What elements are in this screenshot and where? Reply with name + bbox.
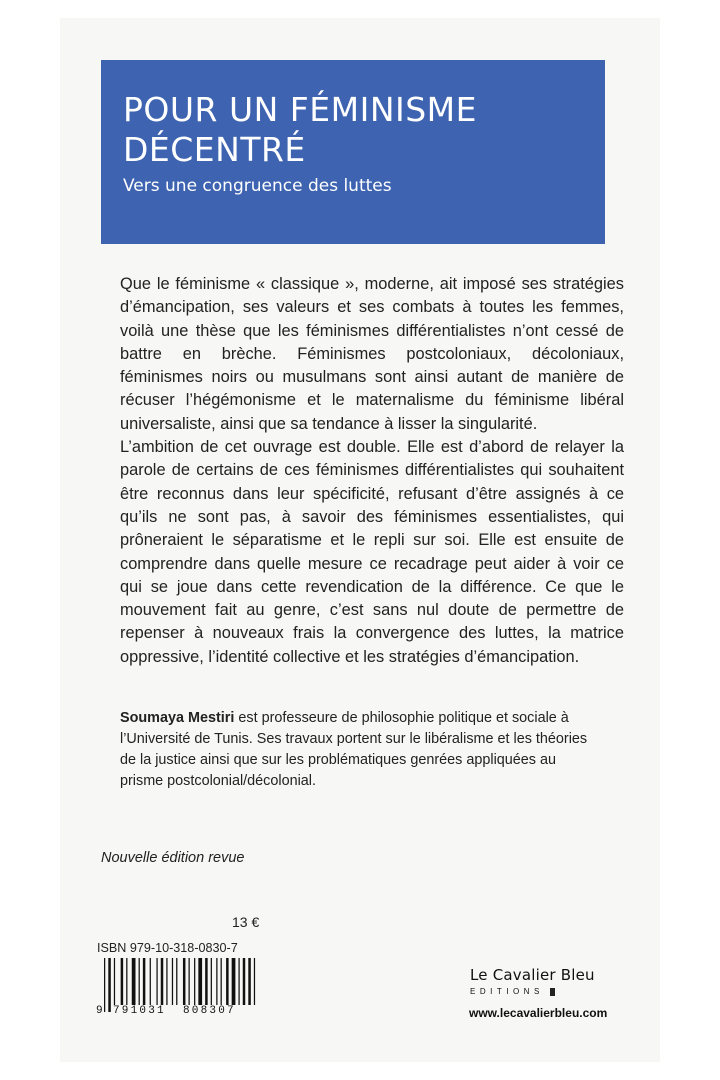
barcode-bar xyxy=(161,958,164,1005)
publisher-url: www.lecavalierbleu.com xyxy=(469,1006,608,1020)
barcode-bar xyxy=(226,958,229,1005)
barcode-bar xyxy=(126,958,127,1005)
barcode-bar xyxy=(221,958,222,1005)
barcode-bar xyxy=(205,958,208,1005)
barcode-bar xyxy=(121,958,124,1005)
barcode xyxy=(96,958,258,1012)
barcode-bar xyxy=(254,958,255,1005)
title-line-2: DÉCENTRÉ xyxy=(123,130,306,169)
book-subtitle: Vers une congruence des luttes xyxy=(123,176,392,196)
title-line-1: POUR UN FÉMINISME xyxy=(123,90,478,129)
isbn: ISBN 979-10-318-0830-7 xyxy=(97,941,238,955)
blurb-paragraph-1: Que le féminisme « classique », moderne, ait imposé ses stratégies d’émancipation, ses valeurs et ses combats à toutes les femmes, voilà une thèse que les féminismes différentialistes n’ont cessé de battre en brèche. Féminismes postcoloniaux, décoloniaux, féminismes noirs ou musulmans sont ainsi autant de manière de récuser l’hégémonisme et le maternalisme du féminisme libéral universaliste, ainsi que sa tendance à lisser la singularité. xyxy=(120,275,624,433)
barcode-bar xyxy=(114,958,115,1005)
author-bio-text: est professeure de philosophie politique et sociale à l’Université de Tunis. Ses travaux portent sur le libéralisme et les théories de la justice ainsi que sur les problématiques genrées appliquées au prisme postcolonial/décolonial. xyxy=(120,710,588,789)
barcode-digits-right: 808307 xyxy=(183,1005,236,1017)
author-name: Soumaya Mestiri xyxy=(120,710,235,726)
barcode-bar xyxy=(198,958,202,1005)
barcode-bar xyxy=(211,958,212,1005)
barcode-bar xyxy=(194,958,195,1005)
barcode-bar xyxy=(183,958,186,1005)
barcode-bar xyxy=(156,958,157,1005)
barcode-bar xyxy=(189,958,190,1012)
barcode-bar xyxy=(248,958,251,1005)
blurb xyxy=(120,273,624,669)
barcode-digit-first: 9 xyxy=(96,1005,103,1017)
publisher-imprint xyxy=(470,987,610,996)
publisher-imprint-text: EDITIONS xyxy=(470,987,544,996)
barcode-bar xyxy=(172,958,173,1005)
barcode-bar xyxy=(132,958,136,1005)
barcode-bar xyxy=(108,958,111,1012)
publisher-name: Le Cavalier Bleu xyxy=(470,966,595,984)
barcode-bar xyxy=(139,958,140,1005)
barcode-bar xyxy=(238,958,239,1005)
barcode-bar xyxy=(143,958,146,1005)
book-title xyxy=(123,90,605,170)
barcode-bar xyxy=(104,958,105,1012)
blurb-paragraph-2: L’ambition de cet ouvrage est double. Elle est d’abord de relayer la parole de certains de ces féminismes différentialistes qui souhaitent être reconnus dans leur spécificité, refusant d’être assignés à ce qu’ils ne sont pas, à savoir des féminismes essentialistes, qui prôneraient le séparatisme et le repli sur soi. Elle est ensuite de comprendre dans quelle mesure ce recadrage peut aider à voir ce qui se joue dans cette revendication de la différence. Ce que le mouvement fait au genre, c’est sans nul doute de permettre de repenser à nouveaux frais la convergence des luttes, la matrice oppressive, l’identité collective et les stratégies d’émancipation. xyxy=(120,438,624,666)
publisher-logo xyxy=(470,966,610,996)
edition-note: Nouvelle édition revue xyxy=(101,850,245,866)
author-bio xyxy=(120,708,590,792)
price: 13 € xyxy=(232,914,260,930)
barcode-bar xyxy=(150,958,151,1005)
publisher-mark-icon xyxy=(550,988,555,996)
barcode-digits-left: 791031 xyxy=(113,1005,166,1017)
barcode-bar xyxy=(166,958,167,1005)
barcode-bar xyxy=(243,958,246,1005)
barcode-bar xyxy=(176,958,177,1005)
title-box xyxy=(101,60,605,244)
barcode-digits xyxy=(96,1005,258,1019)
barcode-bar xyxy=(216,958,217,1005)
barcode-bar xyxy=(232,958,236,1005)
